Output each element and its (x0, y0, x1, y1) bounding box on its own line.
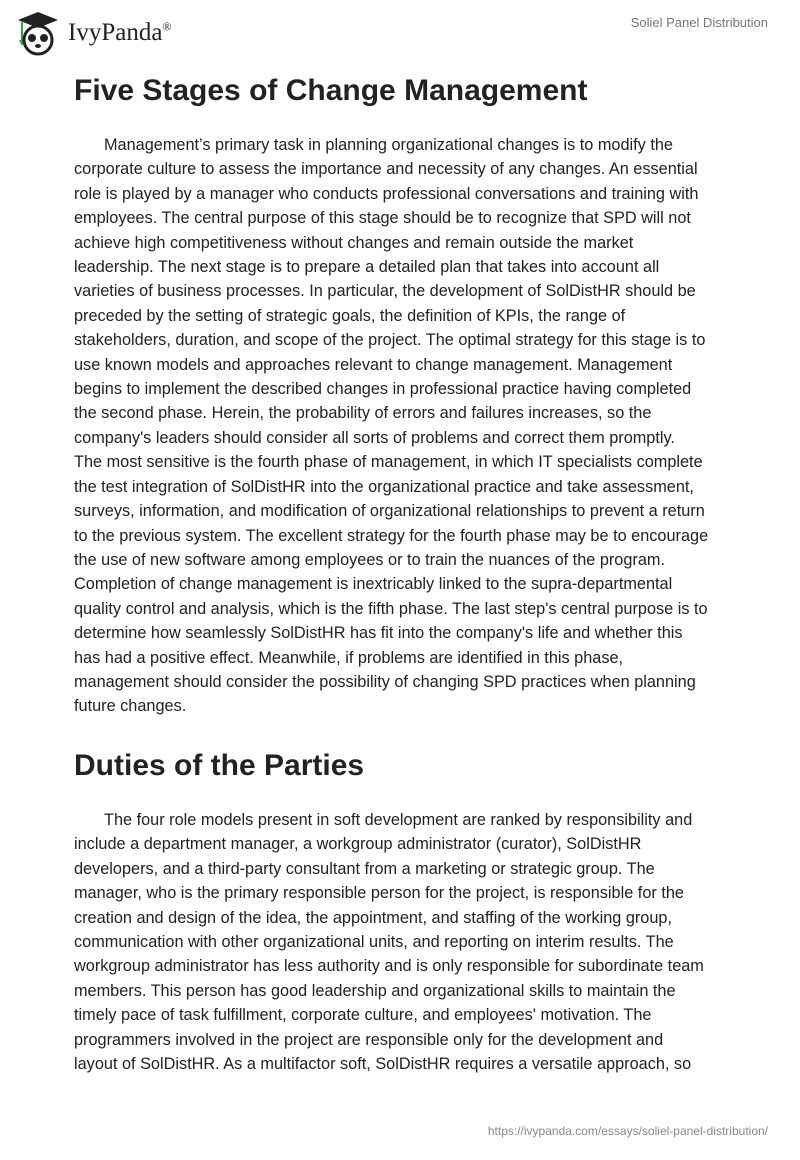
text-line: preceded by the setting of strategic goals, the definition of KPIs, the range of (74, 306, 626, 325)
text-line: the use of new software among employees or to train the nuances of the program. (74, 550, 665, 569)
text-line: role is played by a manager who conducts professional conversations and training with (74, 184, 699, 203)
text-line: employees. The central purpose of this stage should be to recognize that SPD will not (74, 209, 691, 228)
text-line: Management’s primary task in planning organizational changes is to modify the (104, 136, 673, 154)
text-line: timely pace of task fulfillment, corporate culture, and employees' motivation. The (74, 1006, 652, 1025)
text-line: leadership. The next stage is to prepare a detailed plan that takes into account all (74, 258, 660, 277)
text-line: begins to implement the described changes in professional practice having completed (74, 380, 692, 399)
text-line: layout of SolDistHR. As a multifactor soft, SolDistHR requires a versatile approach, so (74, 1055, 692, 1074)
source-url[interactable]: https://ivypanda.com/essays/soliel-panel-distribution/ (487, 1124, 768, 1138)
text-line: surveys, information, and modification of organizational relationships to prevent a return (74, 502, 705, 521)
text-line: creation and design of the idea, the appointment, and staffing of the working group, (74, 908, 672, 927)
text-line: has had a positive effect. Meanwhile, if problems are identified in this phase, (74, 648, 624, 667)
text-line: programmers involved in the project are responsible only for the development and (74, 1030, 664, 1049)
text-line: quality control and analysis, which is the fifth phase. The last step's central purpose is to (74, 599, 708, 618)
text-line: communication with other organizational units, and reporting on interim results. The (74, 933, 674, 952)
brand-name: IvyPanda® (68, 19, 172, 46)
text-line: future changes. (74, 697, 187, 716)
text-line: to the previous system. The excellent strategy for the fourth phase may be to encourage (74, 526, 709, 545)
text-line: determine how seamlessly SolDistHR has fit into the company's life and whether this (74, 624, 683, 643)
section-heading: Five Stages of Change Management (74, 74, 588, 107)
text-line: The four role models present in soft development are ranked by responsibility and (104, 811, 693, 829)
document-title: Soliel Panel Distribution (630, 15, 768, 30)
panda-graduate-icon (14, 10, 62, 56)
section-paragraph (74, 133, 754, 719)
text-line: company's leaders should consider all sorts of problems and correct them promptly. (74, 428, 675, 447)
text-line: management should consider the possibility of changing SPD practices when planning (74, 672, 696, 691)
text-line: varieties of business processes. In particular, the development of SolDistHR should be (74, 282, 696, 301)
text-line: the second phase. Herein, the probability of errors and failures increases, so the (74, 404, 652, 423)
text-line: use known models and approaches relevant to change management. Management (74, 355, 673, 374)
section-paragraph (74, 808, 754, 1076)
text-line: Completion of change management is inextricably linked to the supra-departmental (74, 575, 673, 594)
text-line: achieve high competitiveness without changes and remain outside the market (74, 233, 634, 252)
section-heading: Duties of the Parties (74, 749, 365, 782)
text-line: include a department manager, a workgroup administrator (curator), SolDistHR (74, 835, 642, 854)
text-line: the test integration of SolDistHR into the organizational practice and take assessment, (74, 477, 694, 496)
text-line: developers, and a third-party consultant from a marketing or strategic group. The (74, 859, 655, 878)
text-line: manager, who is the primary responsible person for the project, is responsible for the (74, 884, 684, 903)
text-line: workgroup administrator has less authority and is only responsible for subordinate team (74, 957, 704, 976)
text-line: stakeholders, duration, and scope of the project. The optimal strategy for this stage is to (74, 331, 706, 350)
ivypanda-logo[interactable] (14, 10, 172, 56)
text-line: corporate culture to assess the importance and necessity of any changes. An essential (74, 160, 698, 179)
text-line: The most sensitive is the fourth phase of management, in which IT specialists complete (74, 453, 703, 472)
text-line: members. This person has good leadership and organizational skills to maintain the (74, 981, 676, 1000)
